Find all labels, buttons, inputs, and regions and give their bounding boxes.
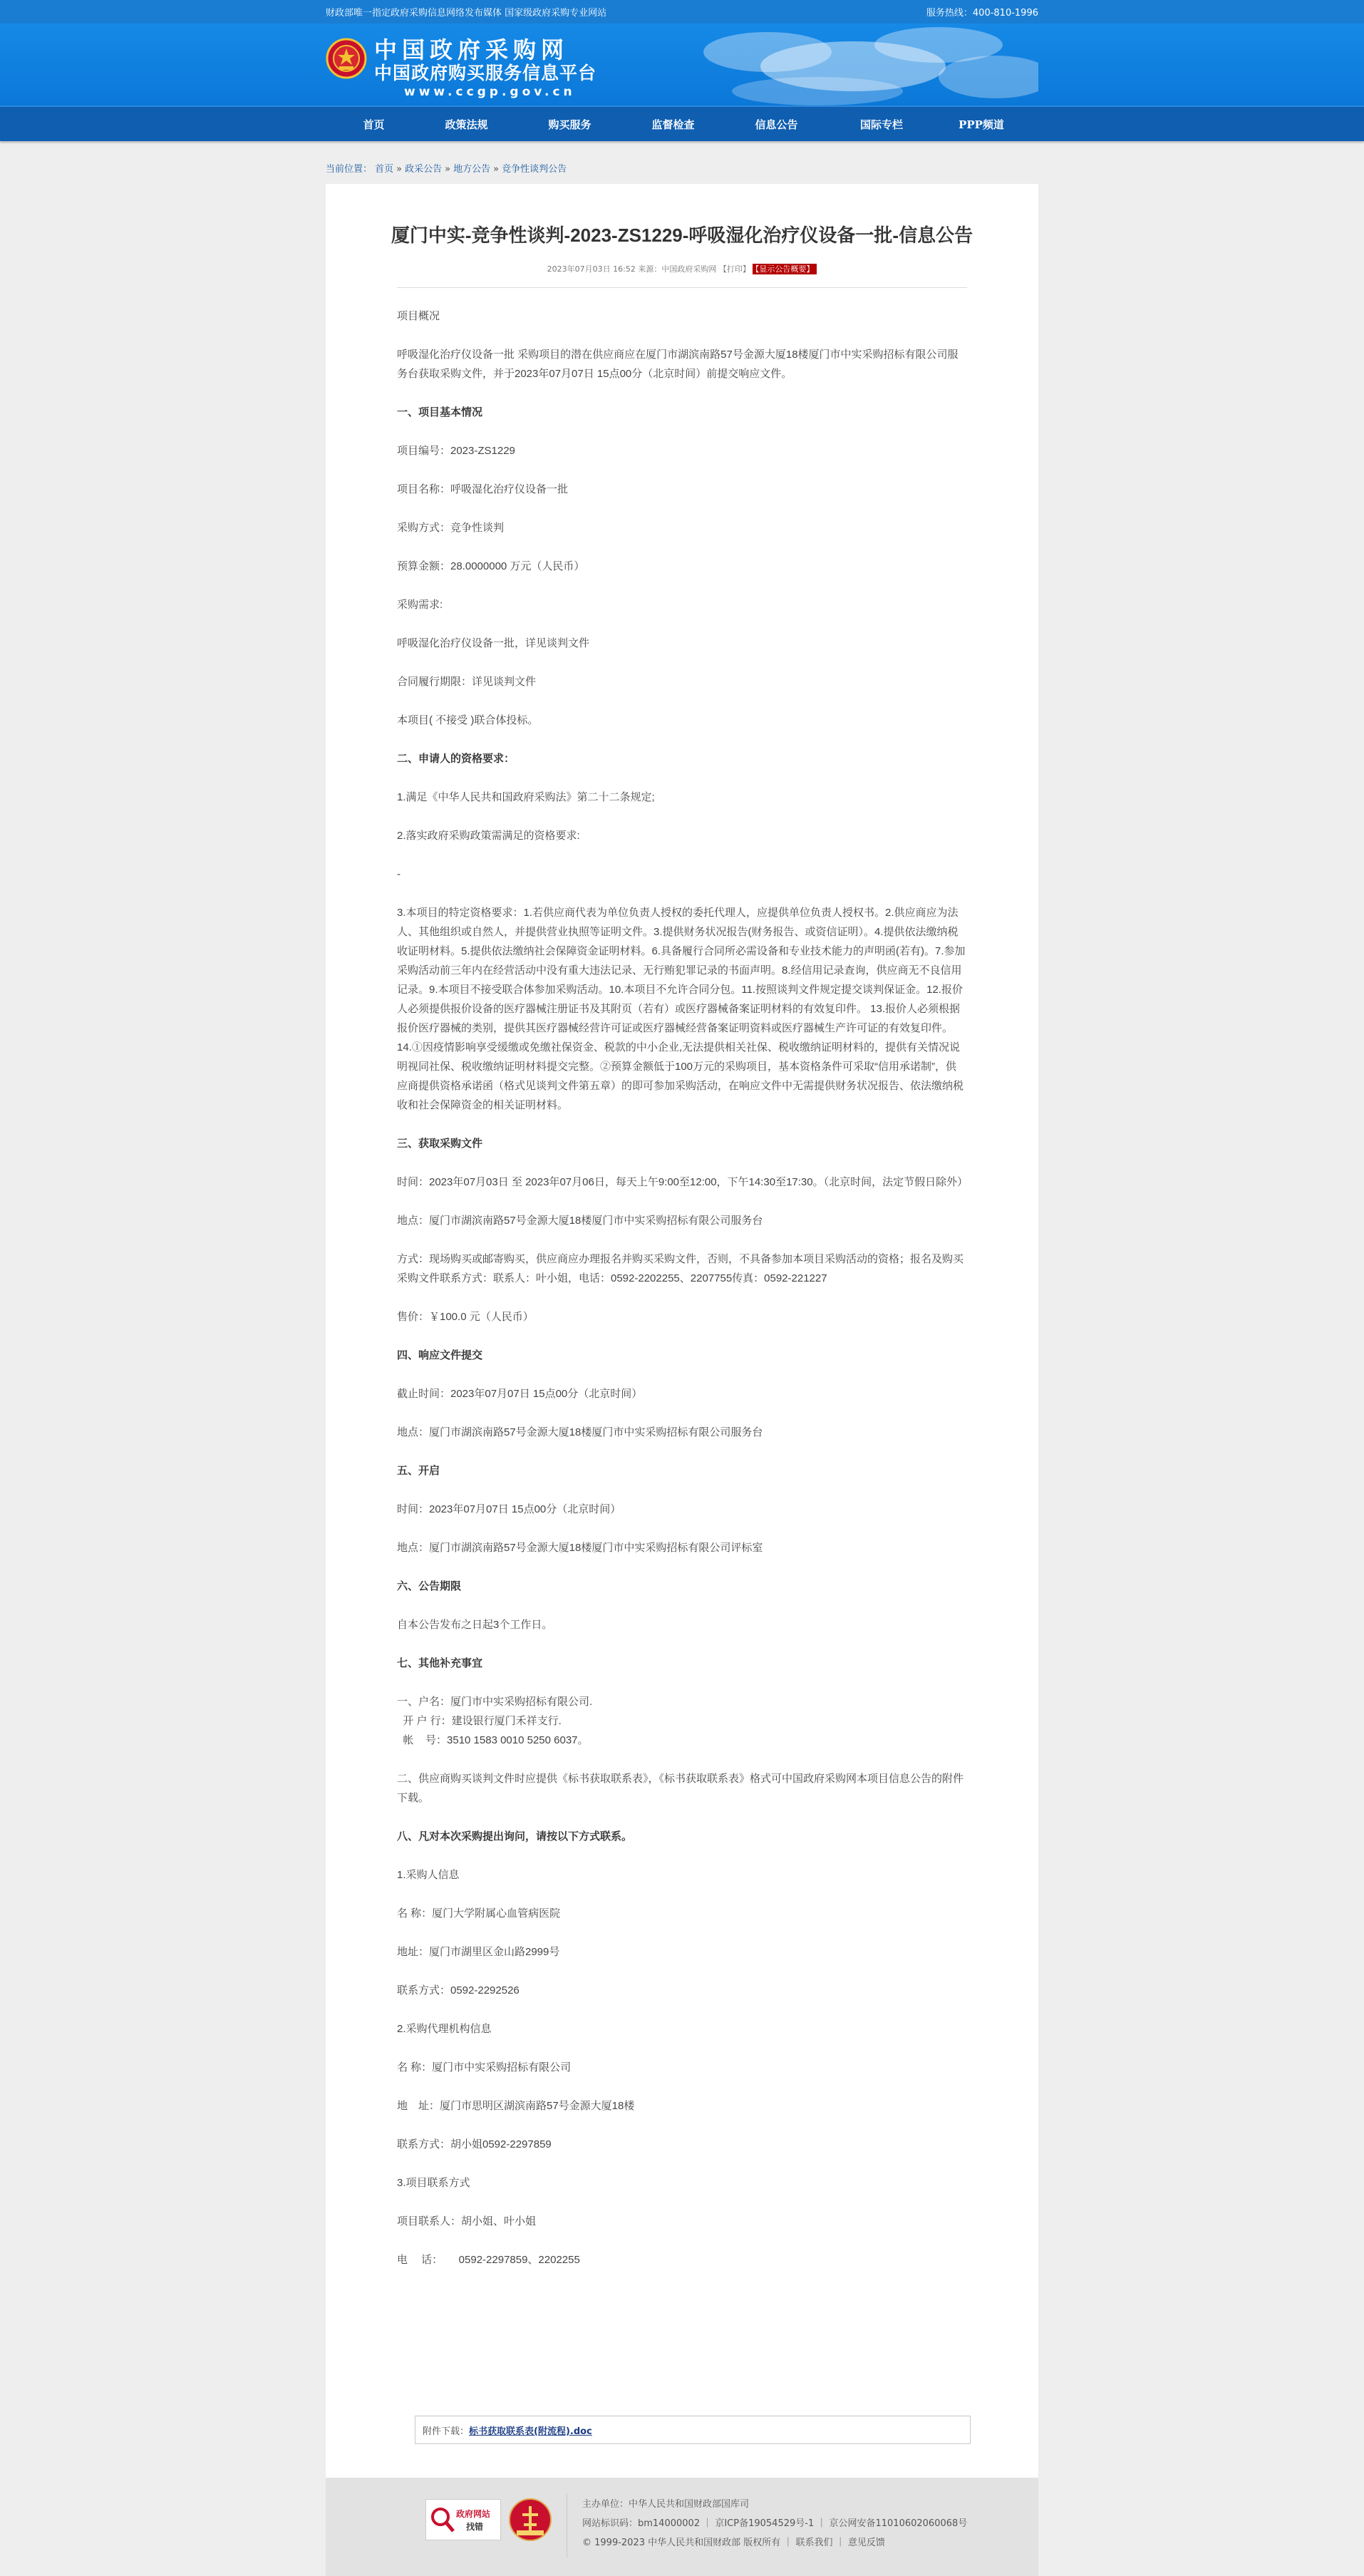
content-paragraph: 地点：厦门市湖滨南路57号金源大厦18楼厦门市中实采购招标有限公司评标室 bbox=[397, 1542, 763, 1554]
article-panel bbox=[326, 184, 1038, 2478]
show-summary-button[interactable]: 【显示公告概要】 bbox=[753, 264, 817, 274]
content-paragraph: 本项目( 不接受 )联合体投标。 bbox=[397, 714, 539, 726]
footer-copyright-text: © 1999-2023 中华人民共和国财政部 版权所有 ｜ bbox=[582, 2538, 796, 2548]
attachment-box bbox=[415, 2416, 971, 2444]
content-paragraph: 方式：现场购买或邮寄购买，供应商应办理报名并购买采购文件，否则，不具备参加本项目采购活动的资格；报名及购买采购文件联系方式：联系人：叶小姐，电话：0592-2202255、2207755传真：0592-221227 bbox=[397, 1253, 964, 1284]
content-paragraph: 2.采购代理机构信息 bbox=[397, 2023, 492, 2035]
top-bar bbox=[0, 0, 1364, 24]
section-heading: 七、其他补充事宜 bbox=[397, 1657, 483, 1669]
error-report-icon bbox=[426, 2500, 502, 2541]
content-paragraph: 联系方式：胡小姐0592-2297859 bbox=[397, 2138, 552, 2150]
content-paragraph: 地点：厦门市湖滨南路57号金源大厦18楼厦门市中实采购招标有限公司服务台 bbox=[397, 1215, 763, 1227]
section-heading: 四、响应文件提交 bbox=[397, 1349, 483, 1361]
content-paragraph: 项目名称：呼吸湿化治疗仪设备一批 bbox=[397, 483, 569, 495]
footer-info bbox=[582, 2495, 967, 2552]
breadcrumb-separator: » bbox=[396, 164, 403, 175]
feedback-link[interactable]: 意见反馈 bbox=[847, 2538, 885, 2548]
footer-sponsor: 主办单位：中华人民共和国财政部国库司 bbox=[582, 2499, 750, 2510]
section-heading: 六、公告期限 bbox=[397, 1580, 462, 1592]
bank-info-line: 一、户名：厦门市中实采购招标有限公司. bbox=[397, 1696, 593, 1708]
content-paragraph: 时间：2023年07月03日 至 2023年07月06日，每天上午9:00至12:00，下午14:30至17:30。（北京时间，法定节假日除外） bbox=[397, 1176, 968, 1188]
contact-us-link[interactable]: 联系我们 bbox=[795, 2538, 833, 2548]
attachment-label: 附件下载： bbox=[423, 2426, 470, 2437]
bank-info-line: 帐 号：3510 1583 0010 5250 6037。 bbox=[397, 1734, 589, 1746]
article-content bbox=[397, 288, 967, 2270]
content-paragraph: 二、供应商购买谈判文件时应提供《标书获取联系表》，《标书获取联系表》格式可中国政府采购网本项目信息公告的附件下载。 bbox=[397, 1773, 964, 1804]
nav-item-2[interactable]: 购买服务 bbox=[548, 118, 591, 131]
content-paragraph: 时间：2023年07月07日 15点00分（北京时间） bbox=[397, 1503, 621, 1515]
content-paragraph: 3.本项目的特定资格要求：1.若供应商代表为单位负责人授权的委托代理人，应提供单位负责人授权书。2.供应商应为法人、其他组织或自然人，并提供营业执照等证明文件。3.提供财务状况报告(财务报告、或资信证明）。4.提供依法缴纳税收证明材料。5.提供依法缴纳社会保障资金证明材料。6.具备履行合同所必需设备和专业技术能力的声明函(若有)。7.参加采购活动前三年内在经营活动中没有重大违法记录、无行贿犯罪记录的书面声明。8.经信用记录查询，供应商无不良信用记录。9.本项目不接受联合体参加采购活动。10.本项目不允许合同分包。11.按照谈判文件规定提交谈判保证金。12.报价人必须提供报价设备的医疗器械注册证书及其附页（若有）或医疗器械备案证明材料的有效复印件。 13.报价人必须根据报价医疗器械的类别，提供其医疗器械经营许可证或医疗器械经营备案证明资料或医疗器械生产许可证的有效复印件。14.①因疫情影响享受缓缴或免缴社保资金、税款的中小企业,无法提供相关社保、税收缴纳证明材料的，提供有关情况说明视同社保、税收缴纳证明材料提交完整。②预算金额低于100万元的采购项目，基本资格条件可采取“信用承诺制”，供应商提供资格承诺函（格式见谈判文件第五章）的即可参加采购活动，在响应文件中无需提供财务状况报告、依法缴纳税收和社会保障资金的相关证明材料。 bbox=[397, 907, 966, 1111]
content-paragraph: 1.满足《中华人民共和国政府采购法》第二十二条规定; bbox=[397, 791, 655, 803]
content-paragraph: 项目联系人：胡小姐、叶小姐 bbox=[397, 2215, 537, 2227]
content-paragraph: 2.落实政府采购政策需满足的资格要求: bbox=[397, 830, 580, 842]
content-paragraph: 联系方式：0592-2292526 bbox=[397, 1984, 520, 1997]
content-paragraph: 预算金额：28.0000000 万元（人民币） bbox=[397, 560, 585, 572]
breadcrumb-item-2[interactable]: 地方公告 bbox=[453, 164, 491, 175]
logo-url: www.ccgp.gov.cn bbox=[404, 85, 576, 99]
content-paragraph: 呼吸湿化治疗仪设备一批 采购项目的潜在供应商应在厦门市湖滨南路57号金源大厦18楼厦门市中实采购招标有限公司服务台获取采购文件，并于2023年07月07日 15点00分（北京时间）前提交响应文件。 bbox=[397, 349, 959, 380]
nav-item-4[interactable]: 信息公告 bbox=[755, 118, 798, 131]
section-heading: 八、凡对本次采购提出询问，请按以下方式联系。 bbox=[397, 1830, 633, 1843]
breadcrumb-separator: » bbox=[445, 164, 451, 175]
nav-item-5[interactable]: 国际专栏 bbox=[859, 118, 903, 131]
attachment-link[interactable]: 标书获取联系表(附流程).doc bbox=[469, 2426, 592, 2437]
article-title: 厦门中实-竞争性谈判-2023-ZS1229-呼吸湿化治疗仪设备一批-信息公告 bbox=[391, 225, 973, 246]
content-paragraph: 地点：厦门市湖滨南路57号金源大厦18楼厦门市中实采购招标有限公司服务台 bbox=[397, 1426, 763, 1438]
nav-item-6[interactable]: PPP频道 bbox=[959, 118, 1004, 131]
cloud-decoration bbox=[639, 24, 1038, 105]
section-heading: 五、开启 bbox=[397, 1465, 440, 1477]
footer-registration: 网站标识码：bm14000002 ｜ 京ICP备19054529号-1 ｜ 京公网安备11010602060068号 bbox=[582, 2518, 968, 2529]
content-paragraph: - bbox=[397, 868, 401, 880]
breadcrumb-item-3[interactable]: 竞争性谈判公告 bbox=[502, 164, 567, 175]
footer-copyright: © 1999-2023 中华人民共和国财政部 版权所有 ｜ 联系我们 ｜ 意见反馈 bbox=[582, 2538, 885, 2548]
breadcrumb-separator: » bbox=[493, 164, 500, 175]
content-paragraph: 合同履行期限：详见谈判文件 bbox=[397, 676, 537, 688]
logo-subtitle: 中国政府购买服务信息平台 bbox=[374, 63, 597, 83]
content-paragraph: 名 称：厦门市中实采购招标有限公司 bbox=[397, 2061, 572, 2073]
content-paragraph: 采购需求: bbox=[397, 599, 443, 611]
nav-item-3[interactable]: 监督检查 bbox=[651, 118, 695, 131]
content-paragraph: 地址：厦门市湖里区金山路2999号 bbox=[397, 1946, 560, 1958]
breadcrumb bbox=[0, 141, 1364, 184]
section-heading: 一、项目基本情况 bbox=[397, 406, 483, 418]
breadcrumb-item-0[interactable]: 首页 bbox=[375, 164, 394, 175]
article-meta-text: 2023年07月03日 16:52 来源：中国政府采购网 【打印】 bbox=[547, 264, 750, 274]
logo-title: 中国政府采购网 bbox=[374, 36, 569, 63]
content-paragraph: 项目编号：2023-ZS1229 bbox=[397, 445, 515, 457]
badge-text-line1: 政府网站 bbox=[456, 2509, 491, 2519]
national-emblem-icon bbox=[326, 38, 367, 79]
nav-item-1[interactable]: 政策法规 bbox=[445, 118, 488, 131]
section-heading: 三、获取采购文件 bbox=[397, 1138, 483, 1150]
top-bar-slogan: 财政部唯一指定政府采购信息网络发布媒体 国家级政府采购专业网站 bbox=[326, 8, 607, 19]
content-paragraph: 采购方式：竞争性谈判 bbox=[397, 522, 505, 534]
content-paragraph: 名 称：厦门大学附属心血管病医院 bbox=[397, 1907, 561, 1920]
content-paragraph: 1.采购人信息 bbox=[397, 1869, 460, 1881]
footer bbox=[326, 2478, 1038, 2576]
section-heading: 二、申请人的资格要求： bbox=[397, 753, 515, 765]
content-paragraph: 地 址：厦门市思明区湖滨南路57号金源大厦18楼 bbox=[397, 2100, 635, 2112]
content-paragraph: 电 话： 0592-2297859、2202255 bbox=[397, 2254, 580, 2266]
header-banner bbox=[0, 24, 1364, 105]
content-paragraph: 项目概况 bbox=[397, 310, 440, 322]
breadcrumb-label: 当前位置： bbox=[326, 164, 373, 175]
content-paragraph: 自本公告发布之日起3个工作日。 bbox=[397, 1619, 553, 1631]
badge-text-line2: 找错 bbox=[466, 2522, 484, 2532]
content-paragraph: 截止时间：2023年07月07日 15点00分（北京时间） bbox=[397, 1388, 643, 1400]
breadcrumb-item-1[interactable]: 政采公告 bbox=[405, 164, 443, 175]
content-paragraph: 呼吸湿化治疗仪设备一批，详见谈判文件 bbox=[397, 637, 590, 649]
main-nav bbox=[0, 105, 1364, 141]
nav-item-0[interactable]: 首页 bbox=[363, 118, 385, 131]
article-meta bbox=[326, 263, 1038, 274]
bank-info-line: 开 户 行：建设银行厦门禾祥支行. bbox=[397, 1715, 562, 1727]
content-paragraph: 售价：￥100.0 元（人民币） bbox=[397, 1311, 534, 1323]
content-paragraph: 3.项目联系方式 bbox=[397, 2177, 470, 2189]
party-emblem-icon[interactable] bbox=[508, 2498, 552, 2542]
gov-website-error-report-badge[interactable] bbox=[425, 2499, 501, 2540]
service-hotline: 服务热线：400-810-1996 bbox=[926, 8, 1038, 19]
